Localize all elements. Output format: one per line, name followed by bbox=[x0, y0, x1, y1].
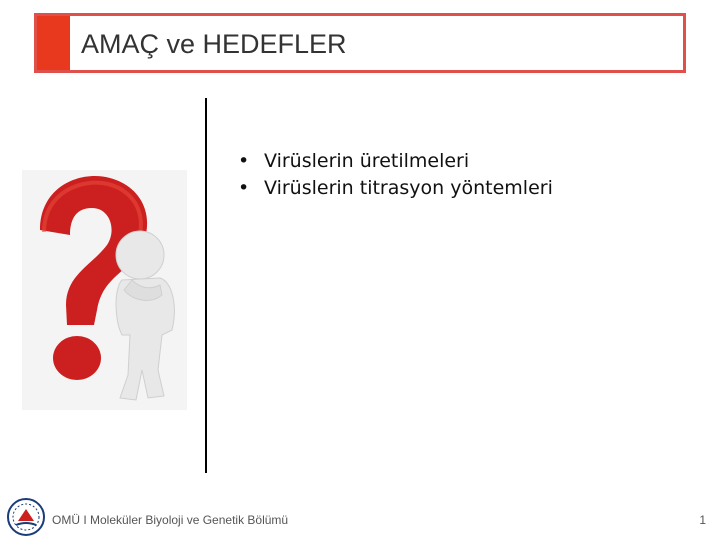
question-mark-thinking-figure-icon bbox=[22, 170, 187, 410]
page-number: 1 bbox=[699, 513, 706, 527]
title-bar bbox=[34, 13, 686, 73]
question-mark-dot bbox=[53, 336, 101, 380]
bullet-list bbox=[238, 148, 553, 202]
bullet-item bbox=[238, 175, 553, 202]
university-logo-icon bbox=[6, 497, 46, 537]
bullet-text: Virüslerin üretilmeleri bbox=[264, 150, 470, 172]
slide-title: AMAÇ ve HEDEFLER bbox=[81, 29, 347, 59]
vertical-divider bbox=[205, 98, 207, 473]
bullet-text: Virüslerin titrasyon yöntemleri bbox=[264, 177, 553, 199]
bullet-dot: • bbox=[238, 150, 250, 172]
bullet-item bbox=[238, 148, 553, 175]
bullet-dot: • bbox=[238, 177, 250, 199]
title-accent bbox=[37, 16, 70, 70]
footer-text: OMÜ I Moleküler Biyoloji ve Genetik Bölümü bbox=[52, 513, 289, 527]
